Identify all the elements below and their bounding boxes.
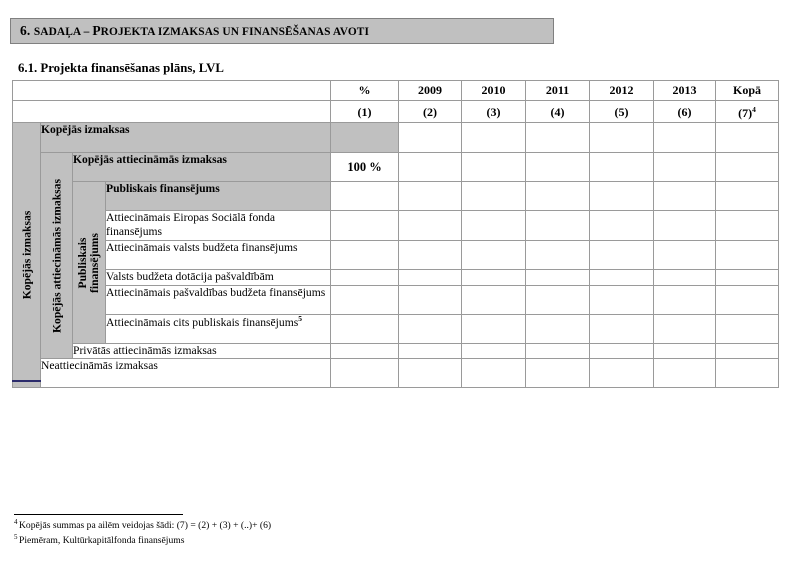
section-title-initial: P bbox=[92, 23, 101, 38]
cell-total-total-costs[interactable] bbox=[716, 123, 779, 153]
vertical-label-text: Kopējās izmaksas bbox=[20, 210, 33, 300]
cell-total-state-grant-municipalities[interactable] bbox=[716, 270, 779, 286]
table-bottom-accent-line bbox=[12, 380, 41, 382]
cell-2010-state-budget-funding[interactable] bbox=[462, 241, 526, 270]
cell-2009-total-costs[interactable] bbox=[399, 123, 462, 153]
index-percent: (1) bbox=[331, 101, 399, 123]
index-2011: (4) bbox=[526, 101, 590, 123]
cell-2013-municipal-budget-funding[interactable] bbox=[654, 286, 716, 315]
cell-2011-state-grant-municipalities[interactable] bbox=[526, 270, 590, 286]
cell-2012-municipal-budget-funding[interactable] bbox=[590, 286, 654, 315]
cell-2010-ineligible-costs[interactable] bbox=[462, 359, 526, 388]
row-label-total-costs: Kopējās izmaksas bbox=[41, 123, 331, 153]
cell-2013-total-costs[interactable] bbox=[654, 123, 716, 153]
table-row bbox=[13, 270, 779, 286]
cell-percent-total-costs bbox=[331, 123, 399, 153]
cell-2012-esf-funding[interactable] bbox=[590, 211, 654, 241]
vertical-label-kopejas-izmaksas bbox=[13, 123, 41, 388]
cell-2010-state-grant-municipalities[interactable] bbox=[462, 270, 526, 286]
header-total: Kopā bbox=[716, 81, 779, 101]
header-empty-cell bbox=[13, 81, 331, 101]
footnote-item bbox=[14, 533, 714, 548]
index-total-text: (7) bbox=[738, 106, 753, 120]
index-total-footnote-marker: 4 bbox=[752, 105, 756, 114]
table-header-row-titles bbox=[13, 81, 779, 101]
cell-percent-esf-funding[interactable] bbox=[331, 211, 399, 241]
index-2010: (3) bbox=[462, 101, 526, 123]
vertical-label-text: Publiskais finansējums bbox=[75, 232, 101, 293]
cell-2010-private-eligible-costs[interactable] bbox=[462, 344, 526, 359]
section-heading-bar bbox=[10, 18, 554, 44]
cell-percent-ineligible-costs[interactable] bbox=[331, 359, 399, 388]
cell-total-private-eligible-costs[interactable] bbox=[716, 344, 779, 359]
row-label-municipal-budget-funding: Attiecināmais pašvaldības budžeta finansējums bbox=[106, 286, 331, 315]
cell-percent-state-grant-municipalities[interactable] bbox=[331, 270, 399, 286]
subsection-heading: 6.1. Projekta finansēšanas plāns, LVL bbox=[18, 61, 224, 75]
cell-2009-public-funding[interactable] bbox=[399, 182, 462, 211]
header-2011: 2011 bbox=[526, 81, 590, 101]
footnote-marker: 4 bbox=[14, 518, 18, 526]
cell-total-public-funding[interactable] bbox=[716, 182, 779, 211]
row-label-other-public-funding-text: Attiecināmais cits publiskais finansējums bbox=[106, 315, 299, 329]
table-row bbox=[13, 182, 779, 211]
row-label-state-budget-funding: Attiecināmais valsts budžeta finansējums bbox=[106, 241, 331, 270]
cell-total-eligible-costs[interactable] bbox=[716, 153, 779, 182]
table-row bbox=[13, 286, 779, 315]
cell-2013-ineligible-costs[interactable] bbox=[654, 359, 716, 388]
cell-2011-public-funding[interactable] bbox=[526, 182, 590, 211]
cell-percent-municipal-budget-funding[interactable] bbox=[331, 286, 399, 315]
index-2012: (5) bbox=[590, 101, 654, 123]
cell-percent-eligible-costs[interactable]: 100 % bbox=[331, 153, 399, 182]
finance-plan-table bbox=[12, 80, 779, 388]
cell-2012-state-budget-funding[interactable] bbox=[590, 241, 654, 270]
cell-2011-other-public-funding[interactable] bbox=[526, 315, 590, 344]
cell-2010-eligible-costs[interactable] bbox=[462, 153, 526, 182]
cell-2009-esf-funding[interactable] bbox=[399, 211, 462, 241]
footnote-separator bbox=[14, 514, 183, 515]
cell-2013-public-funding[interactable] bbox=[654, 182, 716, 211]
header-2010: 2010 bbox=[462, 81, 526, 101]
row-label-other-public-funding-footnote-marker: 5 bbox=[298, 314, 302, 323]
finance-plan-table-wrapper bbox=[12, 80, 778, 382]
cell-2009-state-grant-municipalities[interactable] bbox=[399, 270, 462, 286]
cell-2012-other-public-funding[interactable] bbox=[590, 315, 654, 344]
cell-percent-private-eligible-costs[interactable] bbox=[331, 344, 399, 359]
table-row bbox=[13, 344, 779, 359]
cell-2010-esf-funding[interactable] bbox=[462, 211, 526, 241]
vertical-label-kopejas-attiecinamas-izmaksas bbox=[41, 153, 73, 359]
table-row bbox=[13, 315, 779, 344]
cell-2011-total-costs[interactable] bbox=[526, 123, 590, 153]
cell-total-other-public-funding[interactable] bbox=[716, 315, 779, 344]
table-row bbox=[13, 123, 779, 153]
cell-2011-state-budget-funding[interactable] bbox=[526, 241, 590, 270]
cell-2012-ineligible-costs[interactable] bbox=[590, 359, 654, 388]
table-row bbox=[13, 153, 779, 182]
section-heading-text bbox=[11, 23, 369, 39]
row-label-eligible-costs: Kopējās attiecināmās izmaksas bbox=[73, 153, 331, 182]
cell-2009-municipal-budget-funding[interactable] bbox=[399, 286, 462, 315]
cell-2011-eligible-costs[interactable] bbox=[526, 153, 590, 182]
cell-total-state-budget-funding[interactable] bbox=[716, 241, 779, 270]
cell-2009-private-eligible-costs[interactable] bbox=[399, 344, 462, 359]
cell-2009-state-budget-funding[interactable] bbox=[399, 241, 462, 270]
cell-2013-state-grant-municipalities[interactable] bbox=[654, 270, 716, 286]
cell-2009-eligible-costs[interactable] bbox=[399, 153, 462, 182]
cell-2012-public-funding[interactable] bbox=[590, 182, 654, 211]
footnote-text: Piemēram, Kultūrkapitālfonda finansējums bbox=[19, 534, 185, 546]
cell-2010-total-costs[interactable] bbox=[462, 123, 526, 153]
table-row bbox=[13, 241, 779, 270]
row-label-ineligible-costs: Neattiecināmās izmaksas bbox=[41, 359, 331, 388]
cell-2012-state-grant-municipalities[interactable] bbox=[590, 270, 654, 286]
row-label-private-eligible-costs: Privātās attiecināmās izmaksas bbox=[73, 344, 331, 359]
cell-2012-private-eligible-costs[interactable] bbox=[590, 344, 654, 359]
cell-2009-ineligible-costs[interactable] bbox=[399, 359, 462, 388]
cell-total-ineligible-costs[interactable] bbox=[716, 359, 779, 388]
cell-2010-public-funding[interactable] bbox=[462, 182, 526, 211]
footnote-marker: 5 bbox=[14, 532, 18, 541]
table-row bbox=[13, 359, 779, 388]
section-number: 6. bbox=[20, 23, 34, 38]
cell-2012-eligible-costs[interactable] bbox=[590, 153, 654, 182]
header-index-empty-cell bbox=[13, 101, 331, 123]
vertical-label-text: Kopējās attiecināmās izmaksas bbox=[50, 178, 63, 333]
cell-2011-esf-funding[interactable] bbox=[526, 211, 590, 241]
row-label-other-public-funding bbox=[106, 315, 331, 344]
table-row bbox=[13, 211, 779, 241]
footnote-item bbox=[14, 518, 714, 533]
index-total bbox=[716, 101, 779, 123]
row-label-esf-funding: Attiecināmais Eiropas Sociālā fonda finansējums bbox=[106, 211, 331, 241]
cell-2012-total-costs[interactable] bbox=[590, 123, 654, 153]
header-2009: 2009 bbox=[399, 81, 462, 101]
table-header-row-indices bbox=[13, 101, 779, 123]
header-2012: 2012 bbox=[590, 81, 654, 101]
cell-total-esf-funding[interactable] bbox=[716, 211, 779, 241]
cell-percent-public-funding[interactable] bbox=[331, 182, 399, 211]
cell-2011-private-eligible-costs[interactable] bbox=[526, 344, 590, 359]
header-2013: 2013 bbox=[654, 81, 716, 101]
cell-2013-esf-funding[interactable] bbox=[654, 211, 716, 241]
cell-2010-other-public-funding[interactable] bbox=[462, 315, 526, 344]
cell-total-municipal-budget-funding[interactable] bbox=[716, 286, 779, 315]
index-2013: (6) bbox=[654, 101, 716, 123]
section-smallcaps-prefix: SADAĻA – bbox=[33, 26, 93, 38]
cell-2009-other-public-funding[interactable] bbox=[399, 315, 462, 344]
row-label-public-funding: Publiskais finansējums bbox=[106, 182, 331, 211]
index-2009: (2) bbox=[399, 101, 462, 123]
cell-2013-private-eligible-costs[interactable] bbox=[654, 344, 716, 359]
cell-percent-state-budget-funding[interactable] bbox=[331, 241, 399, 270]
row-label-state-grant-municipalities: Valsts budžeta dotācija pašvaldībām bbox=[106, 270, 331, 286]
cell-2013-other-public-funding[interactable] bbox=[654, 315, 716, 344]
cell-2013-state-budget-funding[interactable] bbox=[654, 241, 716, 270]
cell-2011-municipal-budget-funding[interactable] bbox=[526, 286, 590, 315]
cell-2011-ineligible-costs[interactable] bbox=[526, 359, 590, 388]
header-percent: % bbox=[331, 81, 399, 101]
footnote-text: Kopējās summas pa ailēm veidojas šādi: (7) = (2) + (3) + (..)+ (6) bbox=[19, 520, 272, 532]
footnote-list bbox=[14, 518, 714, 548]
vertical-label-publiskais-finansejums bbox=[73, 182, 106, 344]
cell-2010-municipal-budget-funding[interactable] bbox=[462, 286, 526, 315]
cell-percent-other-public-funding[interactable] bbox=[331, 315, 399, 344]
section-title-rest: ROJEKTA IZMAKSAS UN FINANSĒŠANAS AVOTI bbox=[100, 26, 370, 38]
cell-2013-eligible-costs[interactable] bbox=[654, 153, 716, 182]
